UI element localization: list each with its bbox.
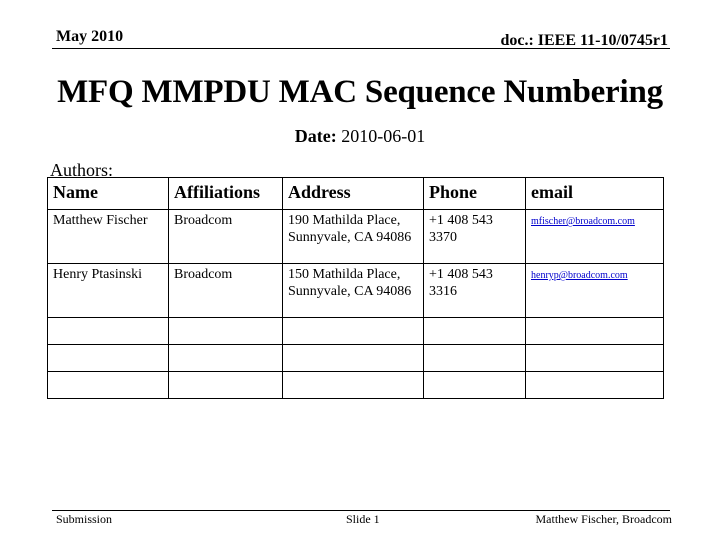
table-row-empty xyxy=(48,345,664,372)
table-row xyxy=(48,264,664,318)
cell-empty xyxy=(526,372,664,399)
column-header-phone: Phone xyxy=(424,178,526,210)
email-link[interactable]: henryp@broadcom.com xyxy=(531,270,628,281)
cell-empty xyxy=(283,318,424,345)
cell-empty xyxy=(48,345,169,372)
cell-empty xyxy=(424,372,526,399)
cell-empty xyxy=(169,318,283,345)
authors-label: Authors: xyxy=(50,160,113,180)
date-line xyxy=(0,126,720,147)
cell-address: 190 Mathilda Place, Sunnyvale, CA 94086 xyxy=(283,210,424,264)
cell-empty xyxy=(526,318,664,345)
footer-slide-number: Slide 1 xyxy=(346,512,380,526)
cell-empty xyxy=(48,372,169,399)
column-header-affiliations: Affiliations xyxy=(169,178,283,210)
column-header-address: Address xyxy=(283,178,424,210)
cell-empty xyxy=(526,345,664,372)
header-date: May 2010 xyxy=(56,28,124,45)
table-row xyxy=(48,210,664,264)
column-header-name: Name xyxy=(48,178,169,210)
footer-author: Matthew Fischer, Broadcom xyxy=(535,512,672,526)
column-header-email: email xyxy=(526,178,664,210)
cell-affiliation: Broadcom xyxy=(169,264,283,318)
footer-submission: Submission xyxy=(56,512,113,526)
cell-name: Henry Ptasinski xyxy=(48,264,169,318)
email-link[interactable]: mfischer@broadcom.com xyxy=(531,216,635,227)
cell-affiliation: Broadcom xyxy=(169,210,283,264)
cell-phone: +1 408 543 3316 xyxy=(424,264,526,318)
cell-empty xyxy=(283,372,424,399)
cell-empty xyxy=(169,372,283,399)
authors-table xyxy=(47,177,664,399)
header-divider xyxy=(52,48,670,49)
table-row-empty xyxy=(48,318,664,345)
cell-empty xyxy=(424,318,526,345)
cell-email xyxy=(526,210,664,264)
slide-title: MFQ MMPDU MAC Sequence Numbering xyxy=(57,74,663,110)
cell-address: 150 Mathilda Place, Sunnyvale, CA 94086 xyxy=(283,264,424,318)
cell-empty xyxy=(283,345,424,372)
date-label: Date: xyxy=(294,126,337,146)
cell-empty xyxy=(48,318,169,345)
date-value: 2010-06-01 xyxy=(341,126,426,146)
header-doc-id: doc.: IEEE 11-10/0745r1 xyxy=(500,32,668,49)
footer-divider xyxy=(52,510,670,511)
cell-empty xyxy=(169,345,283,372)
table-row-empty xyxy=(48,372,664,399)
cell-name: Matthew Fischer xyxy=(48,210,169,264)
cell-phone: +1 408 543 3370 xyxy=(424,210,526,264)
cell-email xyxy=(526,264,664,318)
table-header-row xyxy=(48,178,664,210)
cell-empty xyxy=(424,345,526,372)
